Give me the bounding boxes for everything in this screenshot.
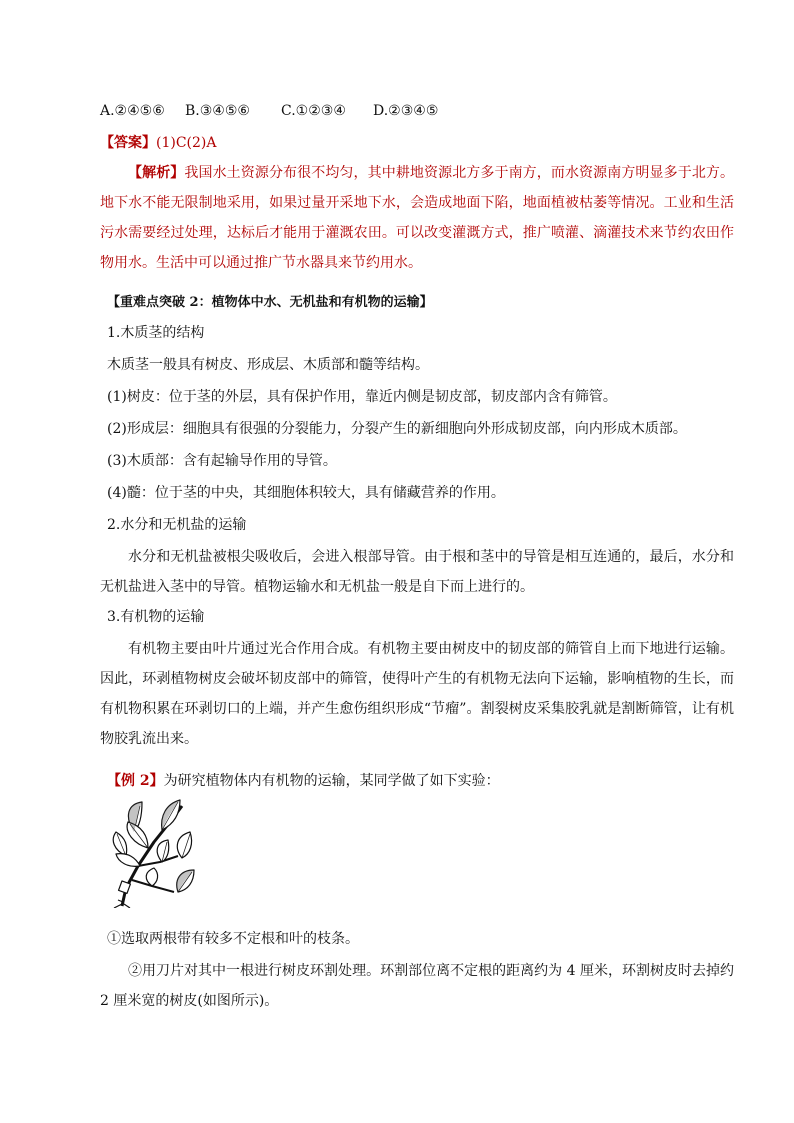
option-b: B.③④⑤⑥ xyxy=(185,103,250,119)
sub1-item-4: (4)髓：位于茎的中央，其细胞体积较大，具有储藏营养的作用。 xyxy=(107,485,505,501)
step-2: ②用刀片对其中一根进行树皮环割处理。环割部位离不定根的距离约为 4 厘米，环割树皮时去掉约 2 厘米宽的树皮(如图所示)。 xyxy=(100,963,734,1009)
sub2-text: 水分和无机盐被根尖吸收后，会进入根部导管。由于根和茎中的导管是相互连通的，最后，水分和无机盐进入茎中的导管。植物运输水和无机盐一般是自下而上进行的。 xyxy=(100,549,734,595)
analysis-label: 【解析】 xyxy=(128,165,185,181)
answer-label: 【答案】 xyxy=(100,135,156,151)
sub1-item-2: (2)形成层：细胞具有很强的分裂能力，分裂产生的新细胞向外形成韧皮部，向内形成木质部。 xyxy=(107,421,687,437)
option-d: D.②③④⑤ xyxy=(373,103,439,119)
analysis-text: 我国水土资源分布很不均匀，其中耕地资源北方多于南方，而水资源南方明显多于北方。地下水不能无限制地采用，如果过量开采地下水，会造成地面下陷，地面植被枯萎等情况。工业和生活污水需要经过处理，达标后才能用于灌溉农田。可以改变灌溉方式，推广喷灌、滴灌技术来节约农田作物用水。生活中可以通过推广节水器具来节约用水。 xyxy=(100,165,735,271)
answer-line xyxy=(100,133,216,153)
section-heading: 【重难点突破 2：植物体中水、无机盐和有机物的运输】 xyxy=(107,295,433,310)
analysis-paragraph xyxy=(100,158,734,278)
sub1-item-3: (3)木质部：含有起输导作用的导管。 xyxy=(107,453,337,469)
option-a: A.②④⑤⑥ xyxy=(100,103,165,119)
sub2-title: 2.水分和无机盐的运输 xyxy=(107,517,247,533)
answer-text: (1)C(2)A xyxy=(156,135,217,151)
example-text: 为研究植物体内有机物的运输，某同学做了如下实验： xyxy=(163,773,500,789)
step-1: ①选取两根带有较多不定根和叶的枝条。 xyxy=(107,931,359,947)
sub1-title: 1.木质茎的结构 xyxy=(107,325,205,341)
sub1-item-1: (1)树皮：位于茎的外层，具有保护作用，靠近内侧是韧皮部，韧皮部内含有筛管。 xyxy=(107,389,617,405)
sub1-intro: 木质茎一般具有树皮、形成层、木质部和髓等结构。 xyxy=(107,357,429,373)
answer-options xyxy=(100,101,438,121)
example-line xyxy=(107,771,500,791)
girdled-branch-illustration xyxy=(104,796,196,908)
example-label: 【例 2】 xyxy=(107,773,164,789)
option-c: C.①②③④ xyxy=(281,103,346,119)
sub3-title: 3.有机物的运输 xyxy=(107,609,205,625)
sub3-text: 有机物主要由叶片通过光合作用合成。有机物主要由树皮中的韧皮部的筛管自上而下地进行运输。因此，环剥植物树皮会破坏韧皮部中的筛管，使得叶产生的有机物无法向下运输，影响植物的生长，而有机物积累在环剥切口的上端，并产生愈伤组织形成“节瘤”。割裂树皮采集胶乳就是割断筛管，让有机物胶乳流出来。 xyxy=(100,641,734,747)
